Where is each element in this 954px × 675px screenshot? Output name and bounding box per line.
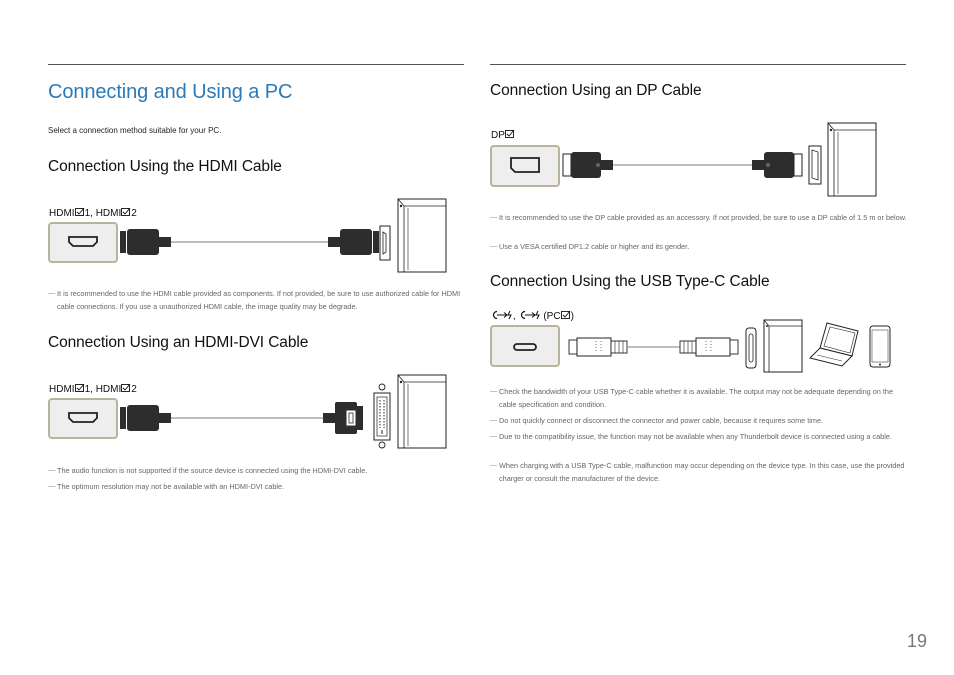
note-dash: ―: [490, 415, 498, 424]
dp-heading: Connection Using an DP Cable: [490, 82, 702, 99]
hdmi-port-icon: [49, 399, 117, 438]
hdmi-dvi-port-b-num: 2: [131, 384, 137, 395]
hdmi-dvi-port-a-text: HDMI: [49, 384, 75, 395]
usbc-port-close: ): [570, 311, 574, 322]
note-text: It is recommended to use the HDMI cable provided as components. If not provided, be sure to use authorized cable for HDMI cable connections. If you use a unauthorized HDMI cable, the image quality may be degrade.: [57, 289, 461, 311]
hdmi-port-a-text: HDMI: [49, 208, 75, 219]
hdmi-port-a-num: 1: [84, 208, 91, 219]
usbc-port-icon: [491, 326, 559, 366]
dp-connection-figure: [490, 120, 890, 200]
note-text: It is recommended to use the DP cable provided as an accessory. If not provided, be sure to use a DP cable of 1.5 m or below.: [499, 213, 907, 222]
hdmi-dvi-port-b-text: HDMI: [95, 384, 122, 395]
dp-note-1: [490, 211, 908, 224]
phone-icon: [870, 326, 890, 367]
dp-plug-left: [563, 152, 613, 178]
note-dash: ―: [490, 460, 498, 469]
pc-tower-icon: [398, 199, 446, 272]
hdmi-dvi-note-2: [48, 480, 462, 493]
dp-plug-right: [752, 152, 802, 178]
hdmi-port-sep: ,: [90, 208, 96, 219]
hdmi-port-b-text: HDMI: [95, 208, 122, 219]
usbc-heading: Connection Using the USB Type-C Cable: [490, 273, 770, 290]
usbc-plug-right: [680, 338, 738, 356]
right-column-rule: [490, 64, 906, 65]
hdmi-dvi-port-a-num: 1: [84, 384, 91, 395]
pc-tower-icon: [764, 320, 802, 372]
note-text: Due to the compatibility issue, the function may not be available when any Thunderbolt device is connected using a cable.: [499, 432, 892, 441]
hdmi-plug-right: [328, 229, 379, 255]
note-text: The audio function is not supported if the source device is connected using the HDMI-DVI cable.: [57, 466, 368, 475]
dp-note-2: [490, 240, 908, 253]
note-dash: ―: [48, 481, 56, 490]
hdmi-port-icon: [49, 223, 117, 262]
hdmi-pc-port: [380, 226, 390, 260]
usbc-port-pc: (PC: [543, 311, 561, 322]
dp-pc-port: [809, 146, 821, 184]
note-dash: ―: [490, 386, 498, 395]
note-text: When charging with a USB Type-C cable, malfunction may occur depending on the device type. In this case, use the provided charger or consult the manufacturer of the device.: [499, 461, 905, 483]
page-title: Connecting and Using a PC: [48, 81, 293, 103]
usbc-note-2: [490, 414, 908, 427]
hdmi-plug-left: [120, 405, 171, 431]
hdmi-connection-figure: [48, 196, 458, 276]
pc-tower-icon: [828, 123, 876, 196]
dvi-plug: [323, 402, 363, 434]
usbc-note-1: [490, 385, 908, 411]
note-text: Use a VESA certified DP1.2 cable or higher and its gender.: [499, 242, 690, 251]
intro-text: Select a connection method suitable for your PC.: [48, 126, 222, 135]
hdmi-dvi-connection-figure: [48, 372, 458, 462]
note-dash: ―: [490, 241, 498, 250]
note-dash: ―: [48, 465, 56, 474]
hdmi-plug-left: [120, 229, 171, 255]
usbc-note-4: [490, 459, 908, 485]
note-text: The optimum resolution may not be available with an HDMI-DVI cable.: [57, 482, 285, 491]
page-number: 19: [907, 631, 928, 651]
note-dash: ―: [490, 212, 498, 221]
usbc-connection-figure: [490, 318, 900, 374]
usbc-device-port: [746, 328, 756, 368]
dp-port-icon: [491, 146, 559, 186]
left-column-rule: [48, 64, 464, 65]
dp-port-text: DP: [491, 130, 505, 141]
hdmi-dvi-port-sep: ,: [90, 384, 96, 395]
usbc-port-sep: ,: [513, 311, 519, 322]
laptop-icon: [810, 323, 858, 366]
note-dash: ―: [48, 288, 56, 297]
dvi-pc-port: [374, 384, 390, 448]
hdmi-heading: Connection Using the HDMI Cable: [48, 158, 282, 175]
hdmi-dvi-heading: Connection Using an HDMI-DVI Cable: [48, 334, 309, 351]
note-text: Check the bandwidth of your USB Type-C cable whether it is available. The output may not be adequate depending on the cable specification and condition.: [499, 387, 894, 409]
pc-tower-icon: [398, 375, 446, 448]
usbc-plug-left: [569, 338, 627, 356]
note-text: Do not quickly connect or disconnect the connector and power cable, because it requires some time.: [499, 416, 824, 425]
hdmi-dvi-note-1: [48, 464, 462, 477]
hdmi-note-1: [48, 287, 462, 313]
note-dash: ―: [490, 431, 498, 440]
hdmi-port-b-num: 2: [131, 208, 137, 219]
usbc-note-3: [490, 430, 908, 443]
